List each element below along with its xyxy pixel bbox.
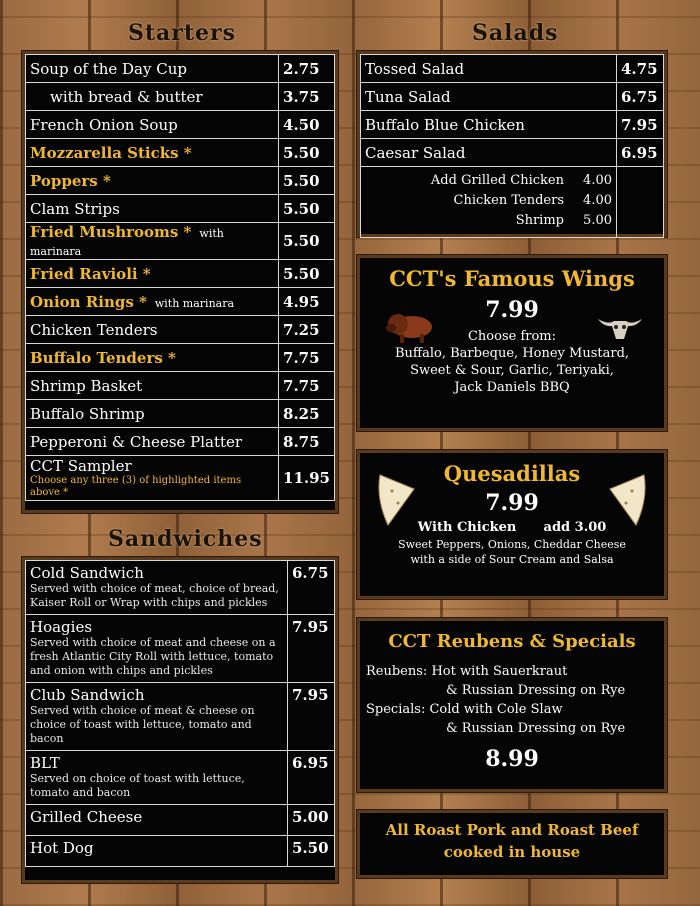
roast-line-1: All Roast Pork and Roast Beef — [385, 821, 639, 839]
with-chicken-label: With Chicken — [417, 520, 517, 535]
sandwich-row — [26, 751, 335, 805]
sandwich-name-cell — [26, 751, 288, 805]
roast-line-2: cooked in house — [443, 843, 581, 861]
starters-table — [25, 54, 335, 501]
salad-row — [361, 55, 664, 83]
starter-price: 7.75 — [279, 372, 335, 400]
starter-price: 4.50 — [279, 111, 335, 139]
salad-price: 6.95 — [617, 139, 664, 167]
starter-row — [26, 288, 335, 316]
starter-price: 5.50 — [279, 139, 335, 167]
salad-addon — [365, 191, 612, 211]
starter-name-cell — [26, 372, 279, 400]
sandwich-price: 5.00 — [288, 805, 335, 836]
starter-name-cell — [26, 316, 279, 344]
reubens-line — [366, 664, 664, 679]
sandwich-desc: Served with choice of meat & cheese on choice of toast with lettuce, tomato and bacon — [30, 704, 255, 745]
salad-addons-row — [361, 167, 664, 238]
sandwich-desc: Served with choice of meat and cheese on a fresh Atlantic City Roll with lettuce, tomato and onion with chips and pickles — [30, 636, 276, 677]
wings-board — [357, 255, 667, 431]
starter-name: Buffalo Tenders * — [30, 348, 176, 367]
sandwich-name-cell — [26, 615, 288, 683]
quesadilla-icon — [606, 469, 650, 529]
starter-price: 4.95 — [279, 288, 335, 316]
sandwich-name: Club Sandwich — [30, 686, 145, 704]
starter-row — [26, 223, 335, 260]
starter-row — [26, 316, 335, 344]
specials-text-2: & Russian Dressing on Rye — [446, 721, 626, 736]
reubens-text-2: & Russian Dressing on Rye — [446, 683, 626, 698]
quesadillas-price: 7.99 — [485, 490, 539, 516]
starter-note: with marinara — [154, 296, 235, 310]
starter-name: Soup of the Day Cup — [30, 59, 187, 78]
starter-name-cell — [26, 288, 279, 316]
salad-addon-price: 4.00 — [583, 173, 612, 188]
salad-addon-name: Chicken Tenders — [453, 193, 564, 208]
sampler-name-cell — [26, 456, 279, 501]
starter-name: Chicken Tenders — [30, 320, 158, 339]
sandwich-row — [26, 615, 335, 683]
sandwich-name: Hoagies — [30, 618, 93, 636]
sandwich-name: Hot Dog — [30, 839, 94, 857]
starter-name: Onion Rings * — [30, 292, 147, 311]
starter-name-cell — [26, 167, 279, 195]
sandwich-name: Grilled Cheese — [30, 808, 143, 826]
specials-text-1: Cold with Cole Slaw — [429, 702, 563, 717]
salad-price: 7.95 — [617, 111, 664, 139]
reubens-title: CCT Reubens & Specials — [388, 631, 636, 652]
sandwich-row — [26, 683, 335, 751]
starter-name: Fried Ravioli * — [30, 264, 151, 283]
salad-addon — [365, 171, 612, 191]
quesadillas-desc-1: Sweet Peppers, Onions, Cheddar Cheese — [398, 538, 626, 551]
sandwich-name-cell — [26, 836, 288, 867]
starter-price: 5.50 — [279, 195, 335, 223]
quesadilla-icon — [374, 469, 418, 529]
salads-title: Salads — [472, 20, 559, 46]
starter-price: 5.50 — [279, 260, 335, 288]
starter-name: Poppers * — [30, 171, 111, 190]
salads-board — [357, 51, 667, 237]
starter-name: with bread & butter — [50, 87, 203, 106]
starter-price: 3.75 — [279, 83, 335, 111]
salad-addon-name: Shrimp — [515, 213, 564, 228]
starter-row — [26, 83, 335, 111]
starter-name-cell — [26, 428, 279, 456]
salad-name: Tuna Salad — [361, 83, 617, 111]
starter-name-cell — [26, 139, 279, 167]
quesadillas-desc-2: with a side of Sour Cream and Salsa — [410, 553, 614, 566]
salad-price: 4.75 — [617, 55, 664, 83]
starter-name-cell — [26, 344, 279, 372]
starter-row — [26, 400, 335, 428]
reubens-price: 8.99 — [485, 746, 539, 772]
starters-board — [22, 51, 338, 513]
starter-name: Buffalo Shrimp — [30, 404, 145, 423]
starter-row — [26, 428, 335, 456]
salad-name: Tossed Salad — [361, 55, 617, 83]
salads-table — [360, 54, 664, 238]
wings-flavors-2: Sweet & Sour, Garlic, Teriyaki, — [410, 363, 614, 378]
starter-name: Mozzarella Sticks * — [30, 143, 192, 162]
sandwich-name: Cold Sandwich — [30, 564, 144, 582]
sandwich-name-cell — [26, 683, 288, 751]
reubens-label: Reubens: — [366, 664, 428, 679]
wings-flavors-1: Buffalo, Barbeque, Honey Mustard, — [394, 346, 630, 361]
sandwich-price: 5.50 — [288, 836, 335, 867]
starter-name-cell — [26, 83, 279, 111]
sandwich-row — [26, 561, 335, 615]
wings-choose: Choose from: — [467, 329, 557, 344]
starter-name: French Onion Soup — [30, 115, 178, 134]
sandwich-price: 7.95 — [288, 615, 335, 683]
starter-price: 5.50 — [279, 223, 335, 260]
roast-board — [357, 810, 667, 878]
reubens-board — [357, 618, 667, 792]
salad-name: Buffalo Blue Chicken — [361, 111, 617, 139]
sandwich-name-cell — [26, 805, 288, 836]
sandwiches-board — [22, 557, 338, 883]
quesadillas-title: Quesadillas — [443, 461, 581, 486]
quesadillas-board — [357, 450, 667, 599]
sandwich-desc: Served with choice of meat, choice of bread, Kaiser Roll or Wrap with chips and pickles — [30, 582, 279, 609]
starter-row — [26, 260, 335, 288]
starter-note: with marinara — [30, 227, 224, 258]
starter-row — [26, 167, 335, 195]
with-chicken-price: add 3.00 — [543, 520, 607, 535]
salad-price: 6.75 — [617, 83, 664, 111]
starter-name-cell — [26, 260, 279, 288]
starter-row — [26, 111, 335, 139]
starter-name: Fried Mushrooms * — [30, 223, 192, 241]
starter-price: 8.25 — [279, 400, 335, 428]
sandwiches-title: Sandwiches — [108, 526, 263, 552]
starter-price: 7.75 — [279, 344, 335, 372]
sandwiches-table — [25, 560, 335, 867]
sandwich-name-cell — [26, 561, 288, 615]
starter-name-cell — [26, 223, 279, 260]
sampler-name: CCT Sampler — [30, 457, 132, 475]
wings-title: CCT's Famous Wings — [389, 266, 635, 291]
buffalo-icon — [384, 310, 436, 344]
salad-row — [361, 83, 664, 111]
salad-row — [361, 139, 664, 167]
sandwich-price: 6.75 — [288, 561, 335, 615]
specials-label: Specials: — [366, 702, 426, 717]
starter-price: 5.50 — [279, 167, 335, 195]
reubens-text-1: Hot with Sauerkraut — [431, 664, 568, 679]
starter-name-cell — [26, 195, 279, 223]
salad-addon-price: 5.00 — [583, 213, 612, 228]
sandwich-price: 7.95 — [288, 683, 335, 751]
starter-price: 2.75 — [279, 55, 335, 83]
starter-row — [26, 55, 335, 83]
wings-flavors-3: Jack Daniels BBQ — [454, 380, 570, 395]
salad-addon-name: Add Grilled Chicken — [430, 173, 564, 188]
starters-title: Starters — [128, 20, 237, 46]
sampler-price: 11.95 — [279, 456, 335, 501]
starter-price: 7.25 — [279, 316, 335, 344]
starter-name: Pepperoni & Cheese Platter — [30, 432, 243, 451]
salad-addons-cell — [361, 167, 617, 238]
wings-price: 7.99 — [485, 297, 539, 323]
starter-row — [26, 372, 335, 400]
starter-row — [26, 195, 335, 223]
starter-row — [26, 139, 335, 167]
sandwich-price: 6.95 — [288, 751, 335, 805]
salad-addon — [365, 211, 612, 231]
steer-skull-icon — [596, 313, 644, 343]
sampler-row — [26, 456, 335, 501]
starter-name-cell — [26, 400, 279, 428]
starter-price: 8.75 — [279, 428, 335, 456]
starter-name: Shrimp Basket — [30, 376, 143, 395]
specials-line — [366, 702, 664, 717]
salad-row — [361, 111, 664, 139]
sandwich-name: BLT — [30, 754, 60, 772]
sandwich-desc: Served on choice of toast with lettuce, tomato and bacon — [30, 772, 245, 799]
starter-name: Clam Strips — [30, 199, 120, 218]
salad-addons-price-cell — [617, 167, 664, 238]
sandwich-row — [26, 836, 335, 867]
starter-name-cell — [26, 55, 279, 83]
salad-name: Caesar Salad — [361, 139, 617, 167]
starter-row — [26, 344, 335, 372]
sampler-note: Choose any three (3) of highlighted items above * — [30, 475, 242, 498]
sandwich-row — [26, 805, 335, 836]
starter-name-cell — [26, 111, 279, 139]
salad-addon-price: 4.00 — [583, 193, 612, 208]
